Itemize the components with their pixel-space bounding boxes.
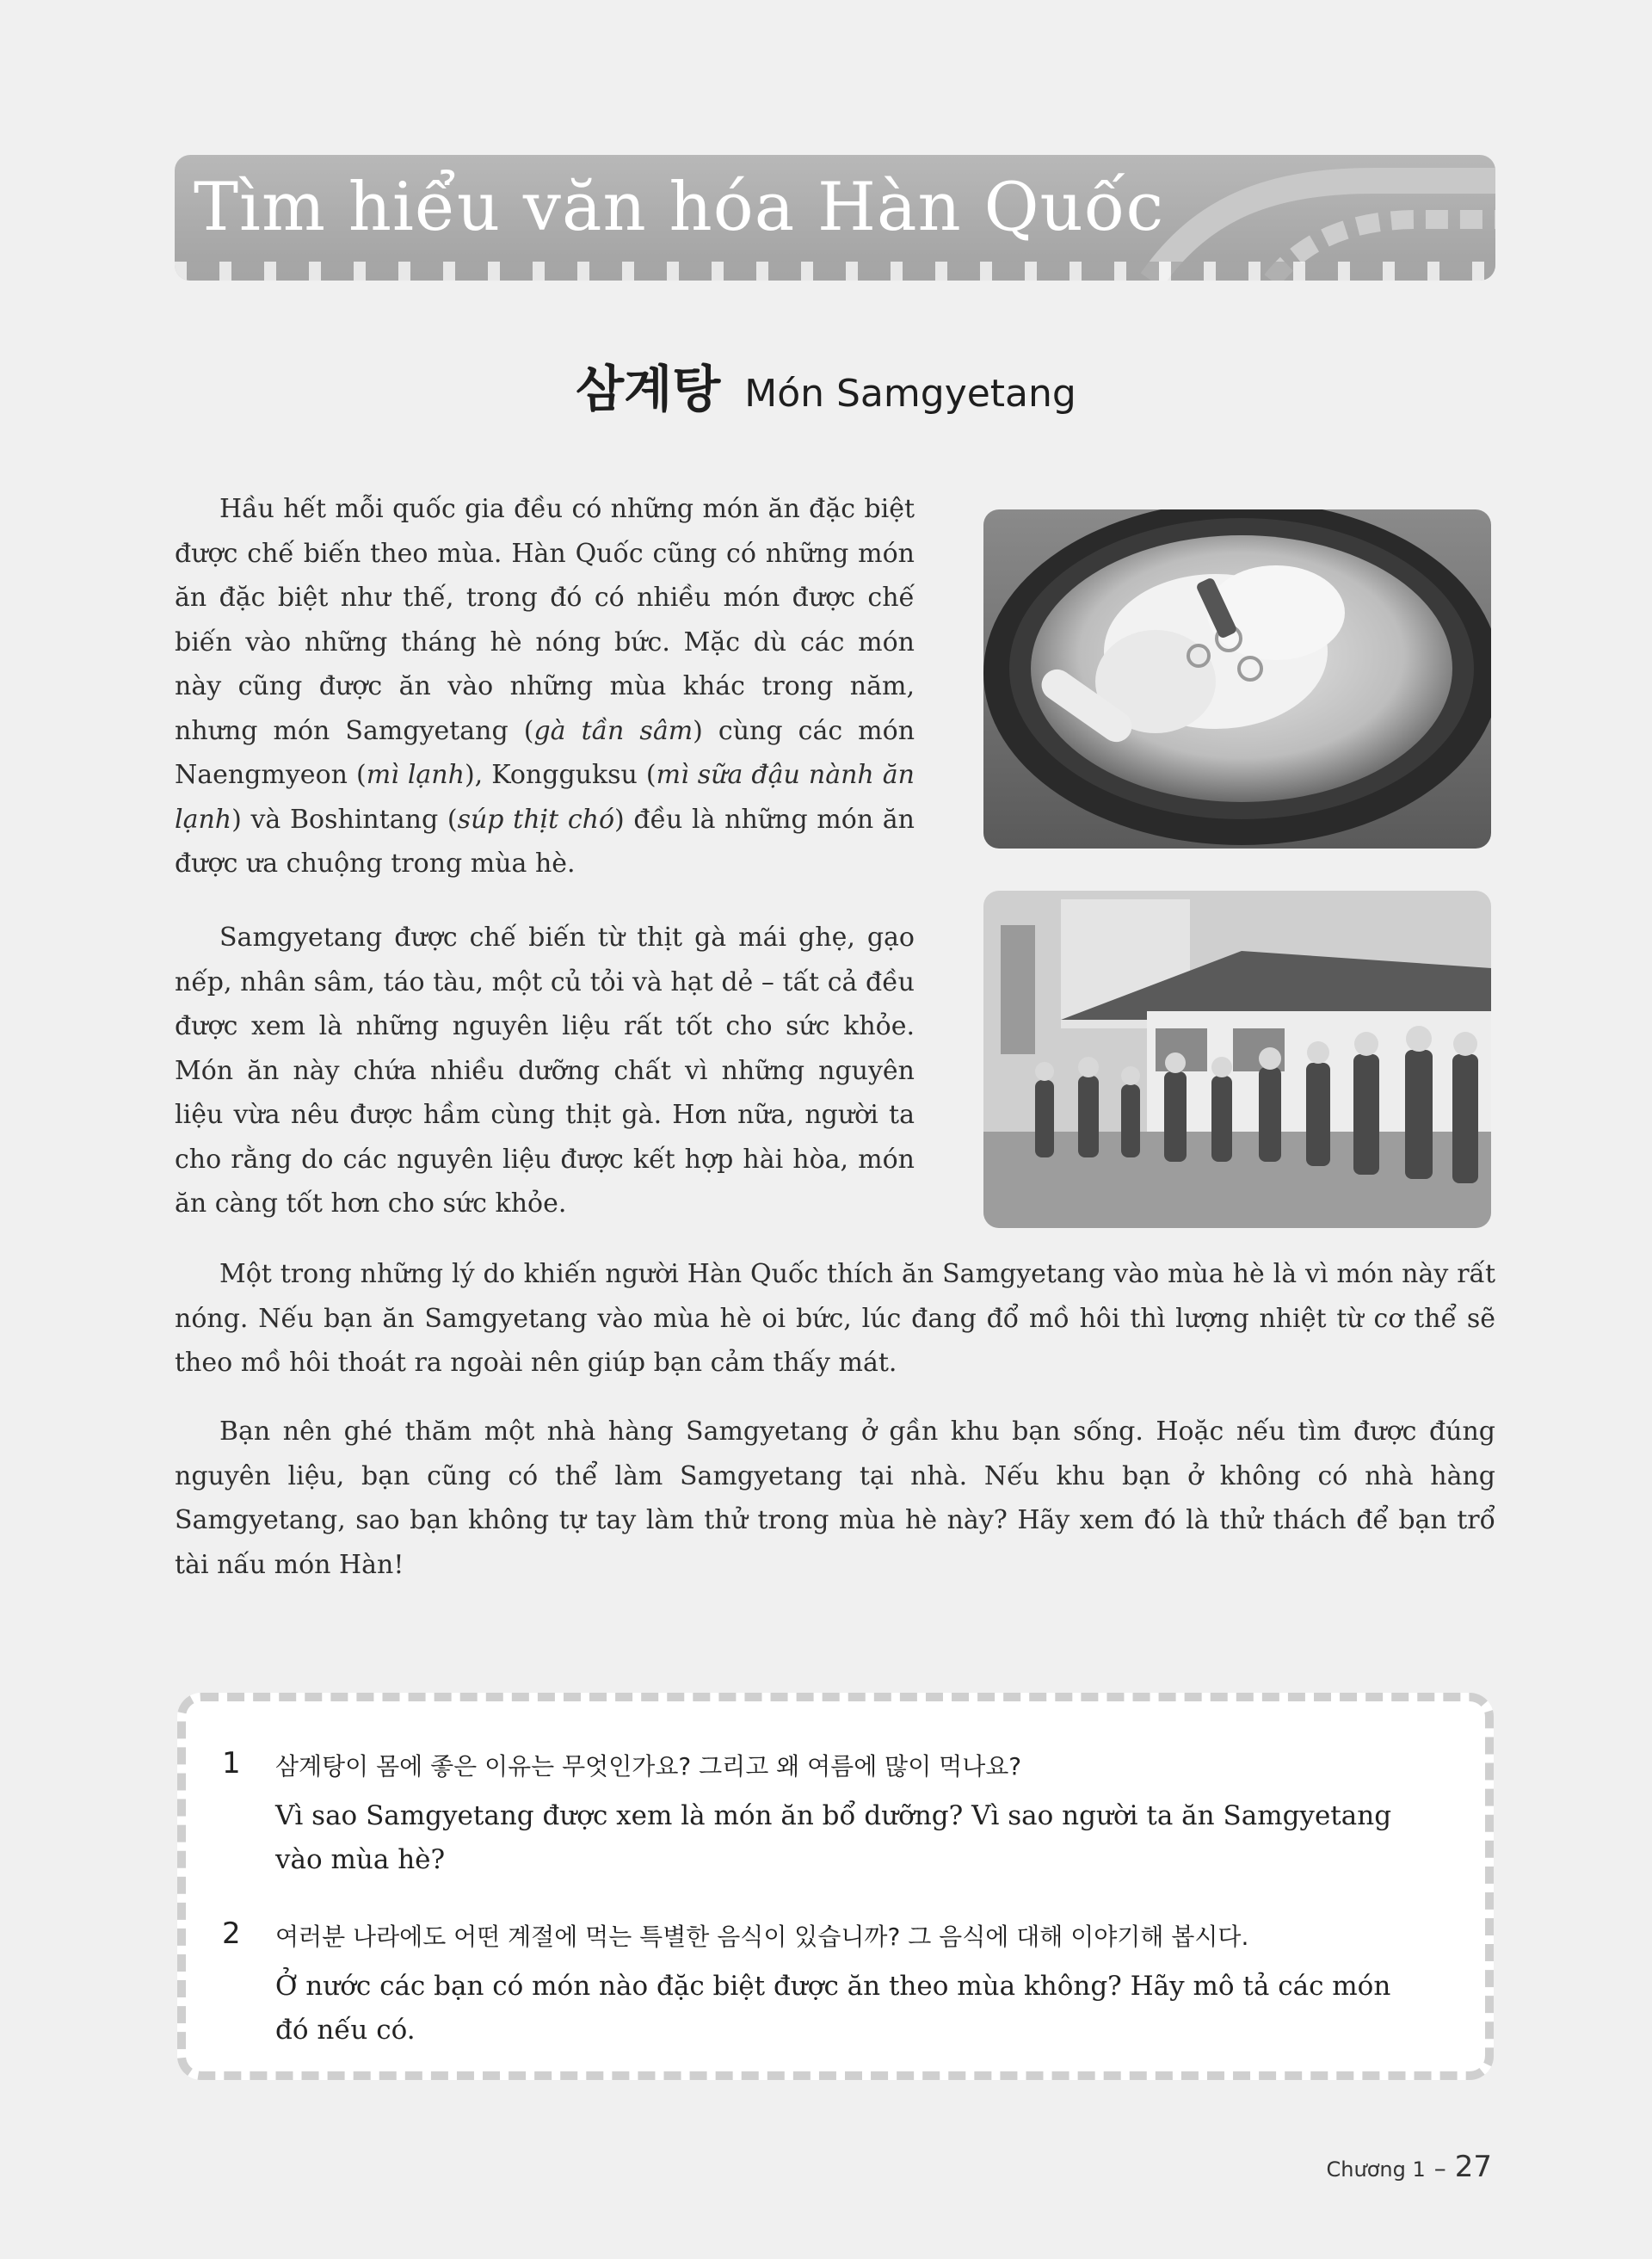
heading-korean: 삼계탕	[576, 360, 721, 418]
p1-italic-4: súp thịt chó	[457, 804, 615, 835]
paragraph-1	[175, 487, 915, 886]
question-korean: 삼계탕이 몸에 좋은 이유는 무엇인가요? 그리고 왜 여름에 많이 먹나요?	[275, 1752, 1022, 1781]
p1-text-4: ) và Boshintang (	[231, 804, 458, 835]
banner-strip	[175, 262, 1495, 281]
question-number: 2	[222, 1916, 241, 1951]
p1-italic-3: mì sữa đậu nành ăn lạnh	[175, 760, 915, 835]
paragraph-3: Một trong những lý do khiến người Hàn Quốc thích ăn Samgyetang vào mùa hè là vì món này rất nóng. Nếu bạn ăn Samgyetang vào mùa hè oi bức, lúc đang đổ mồ hôi thì lượng nhiệt từ cơ thể sẽ theo mồ hôi thoát ra ngoài nên giúp bạn cảm thấy mát.	[175, 1259, 1495, 1378]
chapter-label: Chương 1	[1326, 2157, 1426, 2182]
samgyetang-photo	[983, 509, 1491, 849]
p1-italic-2: mì lạnh	[366, 760, 465, 790]
p1-text-2: ) cùng các món Naengmyeon (	[175, 715, 915, 790]
question-korean: 여러분 나라에도 어떤 계절에 먹는 특별한 음식이 있습니까? 그 음식에 대해 이야기해 봅시다.	[275, 1923, 1249, 1951]
banner-title: Tìm hiểu văn hóa Hàn Quốc	[194, 169, 1165, 246]
p1-text-5: ) đều là những món ăn được ưa chuộng trong mùa hè.	[175, 804, 915, 879]
paragraph-2: Samgyetang được chế biến từ thịt gà mái ghẹ, gạo nếp, nhân sâm, táo tàu, một củ tỏi và hạt dẻ – tất cả đều được xem là những nguyên liệu rất tốt cho sức khỏe. Món ăn này chứa nhiều dưỡng chất vì những nguyên liệu vừa nêu được hầm cùng thịt gà. Hơn nữa, người ta cho rằng do các nguyên liệu được kết hợp hài hòa, món ăn càng tốt hơn cho sức khỏe.	[175, 923, 915, 1219]
question-vietnamese: Ở nước các bạn có món nào đặc biệt được ăn theo mùa không? Hãy mô tả các món đó nếu có.	[275, 1971, 1391, 2046]
p1-italic-1: gà tần sâm	[533, 715, 693, 746]
article-heading	[0, 349, 1652, 421]
question-number: 1	[222, 1746, 241, 1781]
page-footer	[1327, 2150, 1492, 2184]
p1-text-1: Hầu hết mỗi quốc gia đều có những món ăn đặc biệt được chế biến theo mùa. Hàn Quốc cũng có những món ăn đặc biệt như thế, trong đó có nhiều món được chế biến vào những tháng hè nóng bức. Mặc dù các món này cũng được ăn vào những mùa khác trong năm, nhưng món Samgyetang (	[175, 494, 915, 746]
paragraph-4: Bạn nên ghé thăm một nhà hàng Samgyetang ở gần khu bạn sống. Hoặc nếu tìm được đúng nguyên liệu, bạn cũng có thể làm Samgyetang tại nhà. Nếu khu bạn ở không có nhà hàng Samgyetang, sao bạn không tự tay làm thử trong mùa hè này? Hãy xem đó là thử thách để bạn trổ tài nấu món Hàn!	[175, 1417, 1495, 1580]
restaurant-queue-photo	[983, 891, 1491, 1228]
question-vietnamese: Vì sao Samgyetang được xem là món ăn bổ dưỡng? Vì sao người ta ăn Samgyetang vào mùa hè?	[275, 1800, 1392, 1875]
discussion-questions-box	[177, 1693, 1494, 2080]
section-banner	[175, 155, 1495, 281]
page-number: 27	[1454, 2150, 1492, 2184]
heading-vietnamese: Món Samgyetang	[744, 372, 1076, 416]
footer-dash: –	[1433, 2154, 1446, 2182]
p1-text-3: ), Kongguksu (	[464, 760, 656, 790]
